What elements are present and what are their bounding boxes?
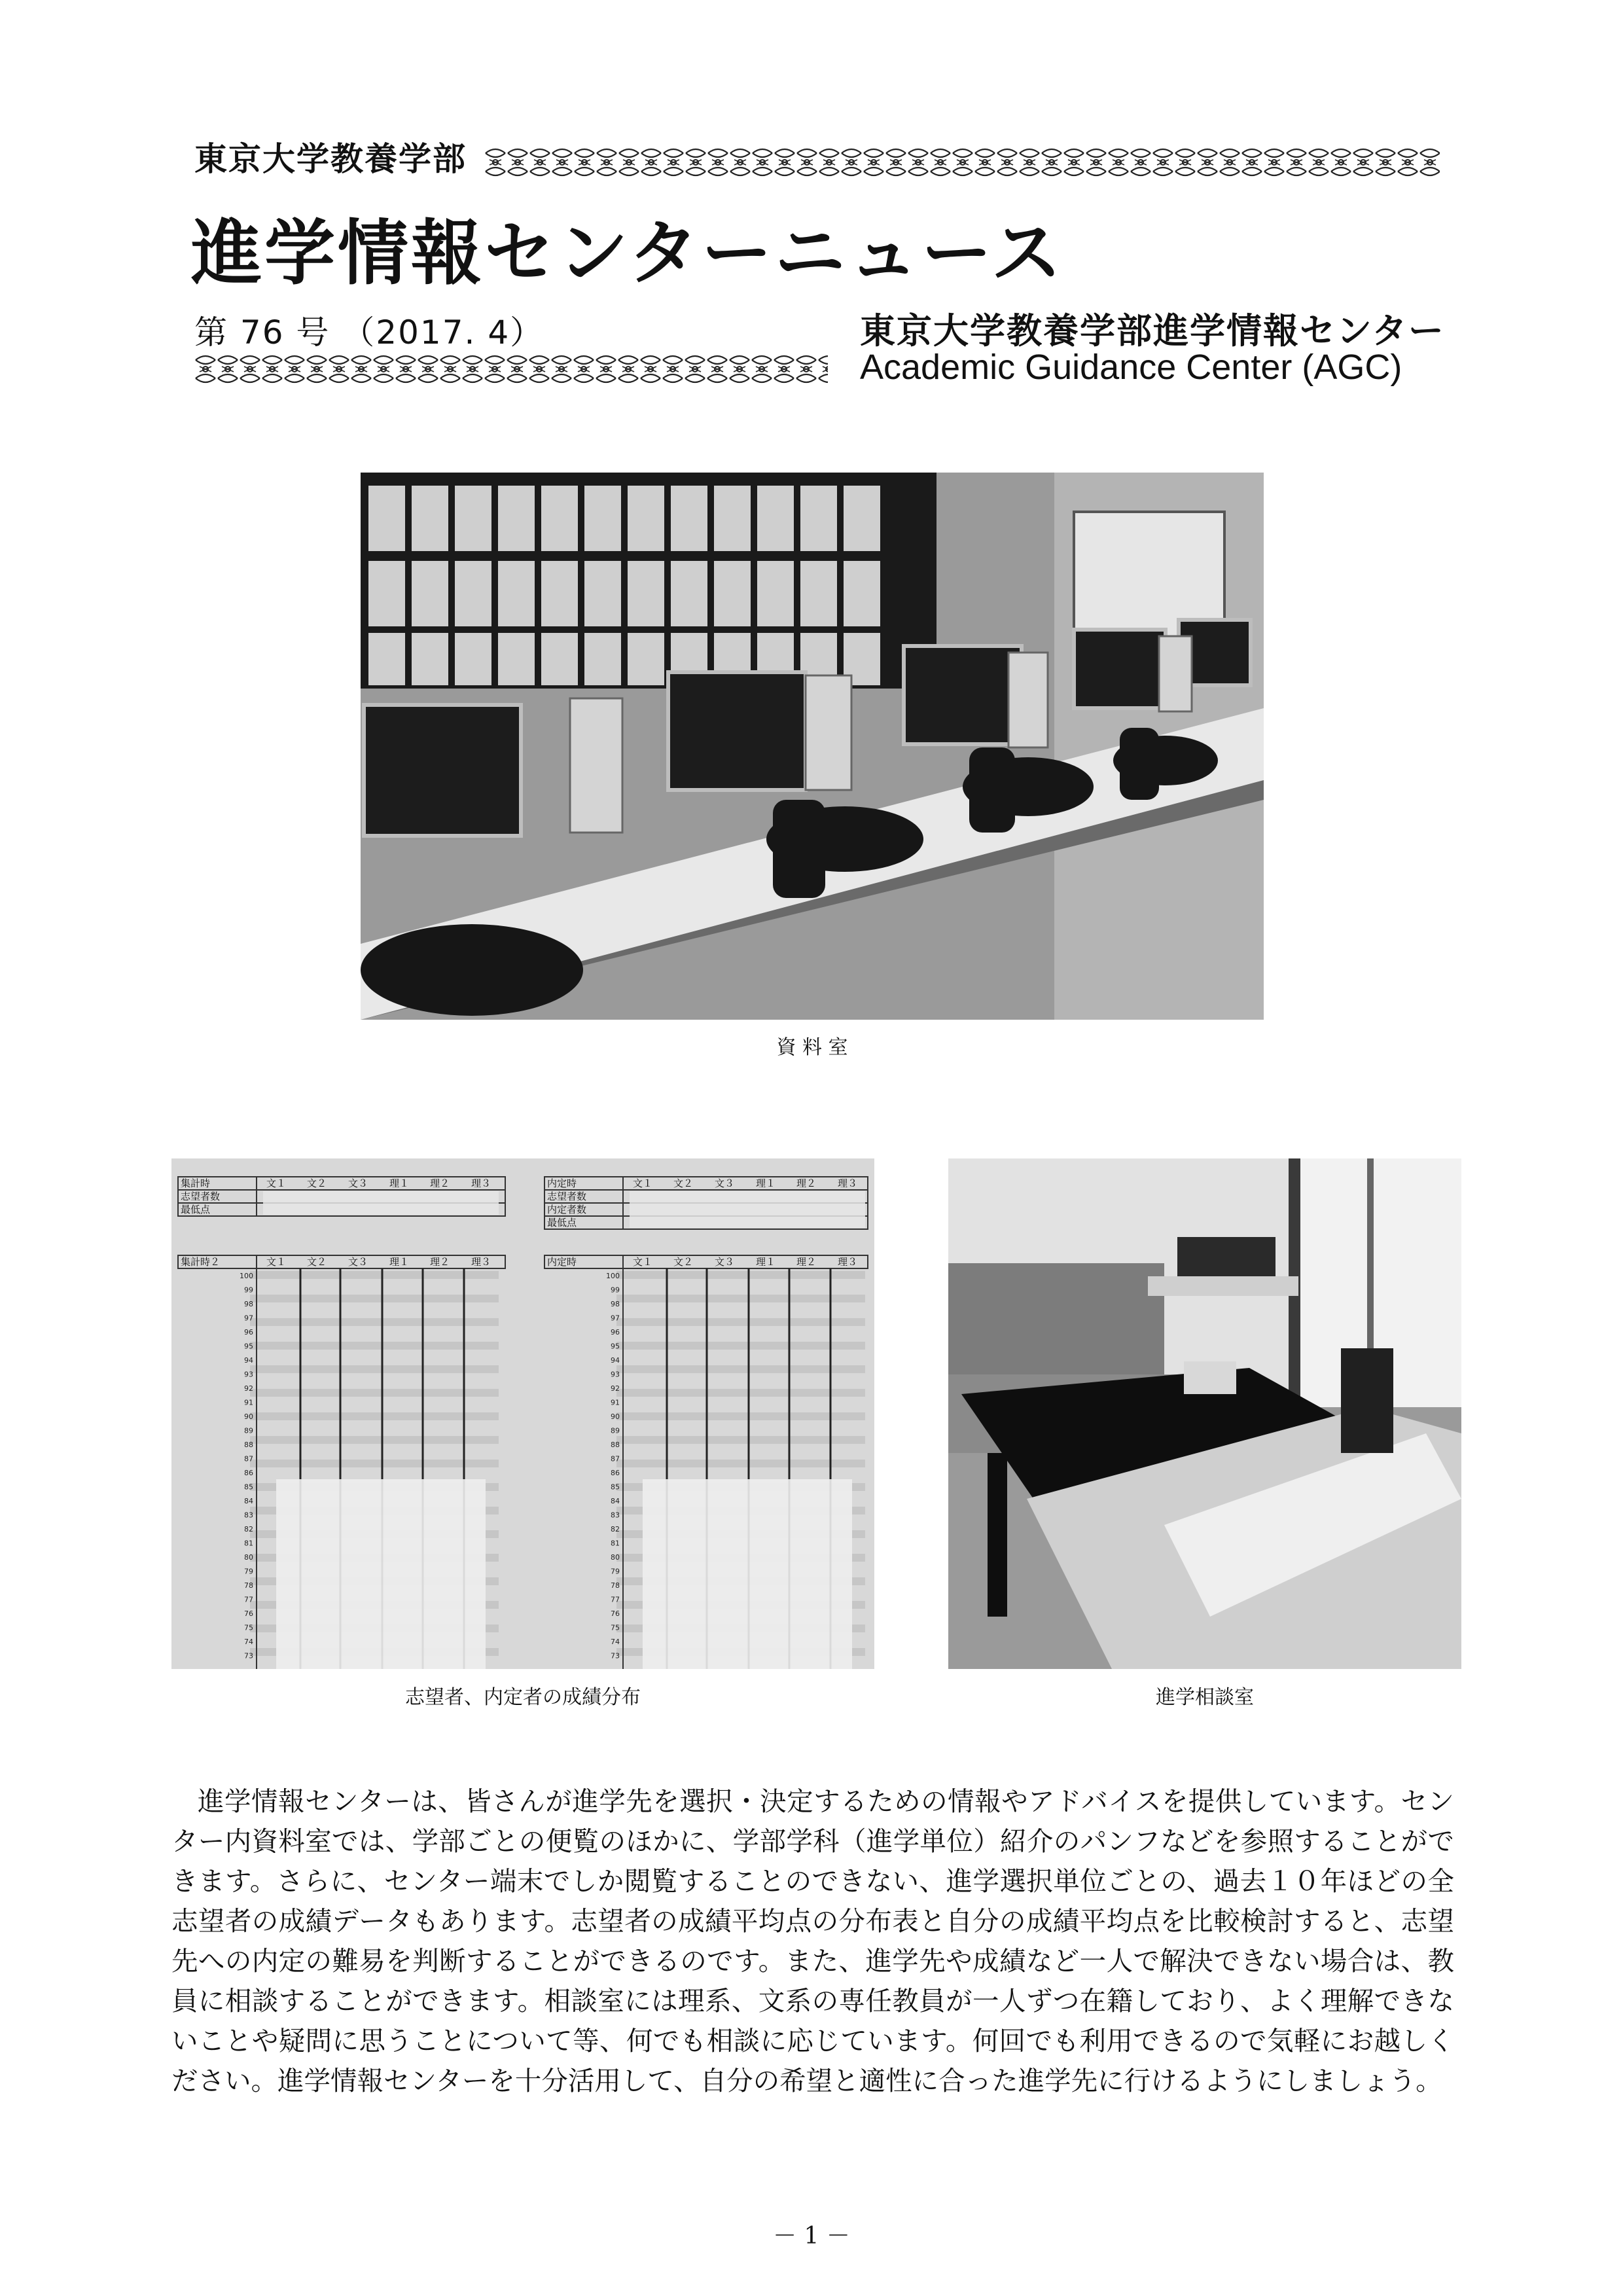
score-label: 91 xyxy=(611,1398,620,1407)
score-label: 78 xyxy=(244,1581,253,1590)
right-header2-label: 文２ xyxy=(673,1256,694,1268)
score-label: 84 xyxy=(611,1497,620,1505)
score-label: 77 xyxy=(244,1595,253,1604)
score-label: 77 xyxy=(611,1595,620,1604)
score-label: 89 xyxy=(611,1426,620,1435)
score-label: 90 xyxy=(244,1412,253,1421)
decorative-border-top xyxy=(484,145,1440,179)
left-header2-label: 集計時２ xyxy=(181,1256,221,1268)
score-label: 97 xyxy=(244,1314,253,1323)
score-label: 73 xyxy=(611,1651,620,1660)
score-label: 74 xyxy=(244,1638,253,1646)
score-label: 90 xyxy=(611,1412,620,1421)
counseling-room-illustration xyxy=(948,1158,1461,1669)
score-label: 96 xyxy=(244,1328,253,1336)
left-header-label: 文２ xyxy=(307,1177,327,1189)
score-label: 100 xyxy=(240,1272,253,1280)
score-label: 95 xyxy=(611,1342,620,1351)
resource-room-photo xyxy=(361,473,1264,1020)
right-header2-label: 文１ xyxy=(633,1256,653,1268)
score-label: 99 xyxy=(244,1285,253,1295)
score-label: 80 xyxy=(611,1553,620,1562)
right-header2-label: 理３ xyxy=(838,1256,858,1268)
score-label: 98 xyxy=(244,1300,253,1308)
counseling-room-caption: 進学相談室 xyxy=(1156,1686,1254,1709)
right-row-label: 内定者数 xyxy=(547,1204,587,1215)
score-label: 93 xyxy=(611,1370,620,1379)
left-header-label: 文１ xyxy=(266,1177,287,1189)
left-header-label: 理３ xyxy=(471,1177,491,1189)
left-header-label: 理２ xyxy=(430,1177,450,1189)
right-row-label: 最低点 xyxy=(547,1217,577,1229)
score-label: 94 xyxy=(611,1356,620,1365)
right-header2-label: 理２ xyxy=(796,1256,817,1268)
score-label: 85 xyxy=(611,1482,620,1492)
left-header2-label: 文３ xyxy=(348,1256,368,1268)
score-label: 81 xyxy=(244,1539,253,1548)
score-label: 79 xyxy=(611,1567,620,1576)
resource-room-caption: 資 料 室 xyxy=(776,1036,848,1059)
left-header-label: 集計時 xyxy=(181,1177,211,1189)
score-label: 92 xyxy=(244,1384,253,1393)
left-row-label: 志望者数 xyxy=(181,1191,221,1202)
left-header-label: 理１ xyxy=(389,1177,410,1189)
center-name-english: Academic Guidance Center (AGC) xyxy=(860,348,1402,387)
score-label: 98 xyxy=(611,1300,620,1308)
issue-number: 第 76 号 （2017. 4） xyxy=(194,314,544,351)
score-label: 94 xyxy=(244,1356,253,1365)
left-header2-label: 理３ xyxy=(471,1256,491,1268)
right-header2-label: 理１ xyxy=(756,1256,776,1268)
score-label: 76 xyxy=(244,1609,253,1618)
score-label: 78 xyxy=(611,1581,620,1590)
right-header2-label: 内定時 xyxy=(547,1256,577,1268)
grade-table-illustration xyxy=(171,1158,874,1669)
score-label: 93 xyxy=(244,1370,253,1379)
right-row-label: 志望者数 xyxy=(547,1191,587,1202)
score-label: 80 xyxy=(244,1553,253,1562)
left-row-label: 最低点 xyxy=(181,1204,211,1215)
left-header2-label: 文２ xyxy=(307,1256,327,1268)
score-label: 87 xyxy=(611,1454,620,1463)
grade-distribution-caption: 志望者、内定者の成績分布 xyxy=(405,1686,641,1709)
score-label: 86 xyxy=(611,1469,620,1477)
score-label: 82 xyxy=(611,1525,620,1534)
page-number: － 1 － xyxy=(773,2223,850,2250)
score-label: 82 xyxy=(244,1525,253,1534)
score-label: 92 xyxy=(611,1384,620,1393)
left-header2-label: 理２ xyxy=(430,1256,450,1268)
score-label: 75 xyxy=(244,1623,253,1632)
newsletter-title: 進学情報センターニュース xyxy=(191,212,1065,295)
grade-distribution-photo xyxy=(171,1158,874,1669)
right-header-label: 文３ xyxy=(715,1177,735,1189)
score-label: 79 xyxy=(244,1567,253,1576)
score-label: 91 xyxy=(244,1398,253,1407)
right-header-label: 文１ xyxy=(633,1177,653,1189)
resource-room-illustration xyxy=(361,473,1264,1020)
score-label: 74 xyxy=(611,1638,620,1646)
score-label: 73 xyxy=(244,1651,253,1660)
score-label: 83 xyxy=(244,1511,253,1520)
score-label: 75 xyxy=(611,1623,620,1632)
score-label: 84 xyxy=(244,1497,253,1505)
right-header-label: 理１ xyxy=(756,1177,776,1189)
department-kicker: 東京大学教養学部 xyxy=(194,140,467,178)
score-label: 89 xyxy=(244,1426,253,1435)
score-label: 100 xyxy=(606,1272,620,1280)
left-header2-label: 理１ xyxy=(389,1256,410,1268)
left-header-label: 文３ xyxy=(348,1177,368,1189)
right-header-label: 文２ xyxy=(673,1177,694,1189)
score-label: 81 xyxy=(611,1539,620,1548)
score-label: 95 xyxy=(244,1342,253,1351)
score-label: 96 xyxy=(611,1328,620,1336)
score-label: 99 xyxy=(611,1285,620,1295)
score-label: 87 xyxy=(244,1454,253,1463)
score-label: 86 xyxy=(244,1469,253,1477)
body-paragraph: 進学情報センターは、皆さんが進学先を選択・決定するための情報やアドバイスを提供しています。センター内資料室では、学部ごとの便覧のほかに、学部学科（進学単位）紹介のパンフなどを参照することができます。さらに、センター端末でしか閲覧することのできない、進学選択単位ごとの、過去１０年ほどの全志望者の成績データもあります。志望者の成績平均点の分布表と自分の成績平均点を比較検討すると、志望先への内定の難易を判断することができるのです。また、進学先や成績など一人で解決できない場合は、教員に相談することができます。相談室には理系、文系の専任教員が一人ずつ在籍しており、よく理解できないことや疑問に思うことについて等、何でも相談に応じています。何回でも利用できるので気軽にお越しください。進学情報センターを十分活用して、自分の希望と適性に合った進学先に行けるようにしましょう。 xyxy=(171,1785,1454,2096)
left-header2-label: 文１ xyxy=(266,1256,287,1268)
score-label: 85 xyxy=(244,1482,253,1492)
right-header-label: 理２ xyxy=(796,1177,817,1189)
score-label: 88 xyxy=(611,1441,620,1449)
right-header-label: 内定時 xyxy=(547,1177,577,1189)
score-label: 76 xyxy=(611,1609,620,1618)
score-label: 97 xyxy=(611,1314,620,1323)
center-name-japanese: 東京大学教養学部進学情報センター xyxy=(860,310,1445,351)
decorative-border-bottom xyxy=(194,352,828,386)
score-label: 83 xyxy=(611,1511,620,1520)
counseling-room-photo xyxy=(948,1158,1461,1669)
right-header2-label: 文３ xyxy=(715,1256,735,1268)
right-header-label: 理３ xyxy=(838,1177,858,1189)
score-label: 88 xyxy=(244,1441,253,1449)
